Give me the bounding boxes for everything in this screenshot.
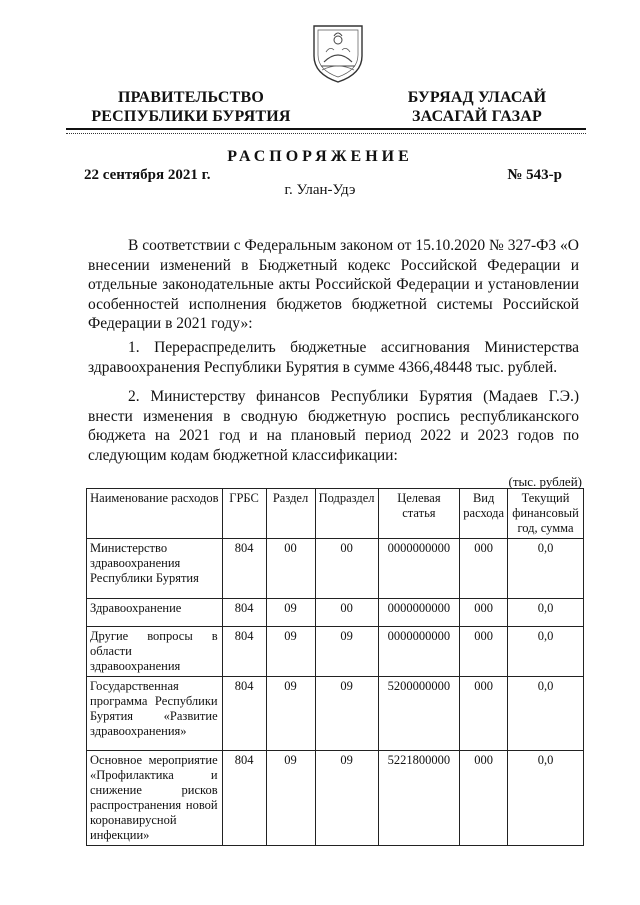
cell-sum: 0,0 <box>508 751 584 846</box>
paragraph-item-2: 2. Министерству финансов Республики Бурятия (Мадаев Г.Э.) внести изменения в сводную бюджетную роспись республиканского бюджета на 2021 год и на плановый период 2022 и 2023 годов по следующим кодам бюджетной классификации: <box>88 388 579 464</box>
table-header-row <box>87 489 584 539</box>
col-header-grbs: ГРБС <box>222 489 266 539</box>
cell-target: 5221800000 <box>378 751 460 846</box>
cell-vid: 000 <box>460 599 508 627</box>
cell-razdel: 09 <box>266 677 315 751</box>
table-row <box>87 599 584 627</box>
cell-vid: 000 <box>460 677 508 751</box>
coat-of-arms-icon <box>310 22 366 84</box>
government-name-ru <box>86 88 296 126</box>
cell-vid: 000 <box>460 539 508 599</box>
cell-vid: 000 <box>460 627 508 677</box>
cell-name: Министерство здравоохранения Республики Бурятия <box>87 539 223 599</box>
cell-sum: 0,0 <box>508 677 584 751</box>
cell-razdel: 09 <box>266 599 315 627</box>
paragraph-item-1: 1. Перераспределить бюджетные ассигнования Министерства здравоохранения Республики Бурятия в сумме 4366,48448 тыс. рублей. <box>88 339 579 376</box>
table-row <box>87 751 584 846</box>
document-date: 22 сентября 2021 г. <box>84 167 211 183</box>
cell-name: Государственная программа Республики Бурятия «Развитие здравоохранения» <box>87 677 223 751</box>
budget-table <box>86 488 584 846</box>
cell-target: 0000000000 <box>378 539 460 599</box>
government-name-bua-line1: БУРЯАД УЛАСАЙ <box>407 89 547 106</box>
cell-grbs: 804 <box>222 627 266 677</box>
cell-grbs: 804 <box>222 751 266 846</box>
cell-podrazdel: 09 <box>315 677 378 751</box>
table-units: (тыс. рублей) <box>508 474 582 489</box>
document-city: г. Улан-Удэ <box>284 182 356 198</box>
col-header-razdel: Раздел <box>266 489 315 539</box>
cell-sum: 0,0 <box>508 539 584 599</box>
government-name-ru-line2: РЕСПУБЛИКИ БУРЯТИЯ <box>91 108 291 125</box>
cell-podrazdel: 09 <box>315 751 378 846</box>
cell-name: Здравоохранение <box>87 599 223 627</box>
cell-vid: 000 <box>460 751 508 846</box>
government-name-bua-line2: ЗАСАГАЙ ГАЗАР <box>412 108 542 125</box>
header-divider <box>66 128 586 130</box>
cell-podrazdel: 00 <box>315 599 378 627</box>
table-row <box>87 539 584 599</box>
cell-podrazdel: 09 <box>315 627 378 677</box>
document-title: РАСПОРЯЖЕНИЕ <box>227 148 413 165</box>
cell-razdel: 09 <box>266 627 315 677</box>
cell-name: Основное мероприятие «Профилактика и снижение рисков распространения новой коронавирусной инфекции» <box>87 751 223 846</box>
cell-sum: 0,0 <box>508 627 584 677</box>
cell-razdel: 09 <box>266 751 315 846</box>
cell-sum: 0,0 <box>508 599 584 627</box>
cell-podrazdel: 00 <box>315 539 378 599</box>
col-header-target: Целевая статья <box>378 489 460 539</box>
cell-target: 5200000000 <box>378 677 460 751</box>
cell-grbs: 804 <box>222 539 266 599</box>
col-header-name: Наименование расходов <box>87 489 223 539</box>
paragraph-preamble: В соответствии с Федеральным законом от 15.10.2020 № 327-ФЗ «О внесении изменений в Бюджетный кодекс Российской Федерации и отдельные законодательные акты Российской Федерации и установлении особенностей исполнения бюджетов бюджетной системы Российской Федерации в 2021 году»: <box>88 237 579 332</box>
government-name-ru-line1: ПРАВИТЕЛЬСТВО <box>117 89 265 106</box>
cell-grbs: 804 <box>222 599 266 627</box>
government-name-bua <box>392 88 562 126</box>
document-number: № 543-р <box>507 167 562 183</box>
cell-grbs: 804 <box>222 677 266 751</box>
col-header-vid: Вид расхода <box>460 489 508 539</box>
col-header-current: Текущий финансовый год, сумма <box>508 489 584 539</box>
table-row <box>87 627 584 677</box>
col-header-podrazdel: Подраздел <box>315 489 378 539</box>
cell-target: 0000000000 <box>378 599 460 627</box>
table-row <box>87 677 584 751</box>
header-divider-dotted <box>66 133 586 134</box>
cell-name: Другие вопросы в области здравоохранения <box>87 627 223 677</box>
cell-target: 0000000000 <box>378 627 460 677</box>
cell-razdel: 00 <box>266 539 315 599</box>
